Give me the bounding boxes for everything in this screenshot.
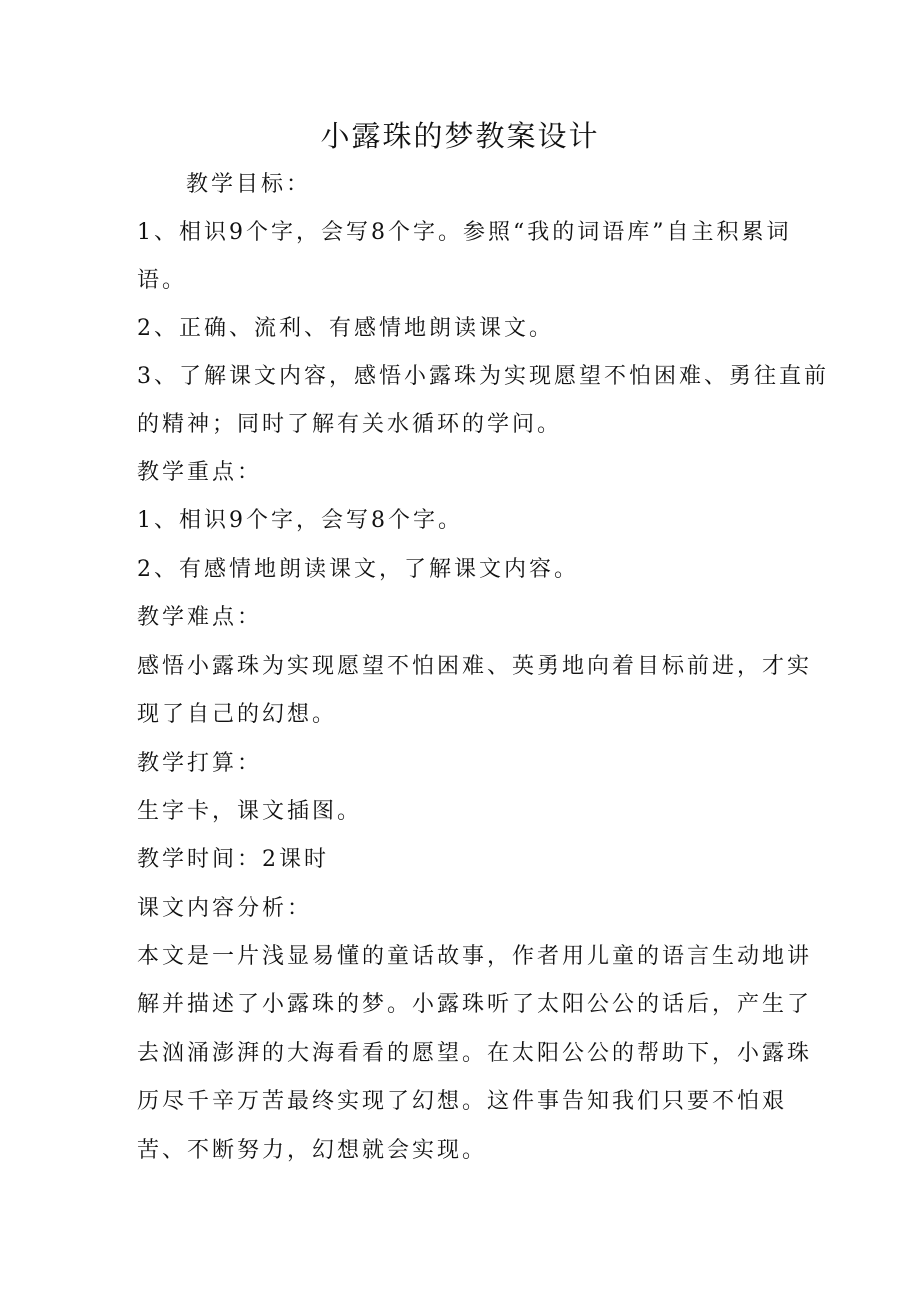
- analysis-line-1: 本文是一片浅显易懂的童话故事，作者用儿童的语言生动地讲: [137, 944, 813, 969]
- heading-key-points: 教学重点：: [137, 460, 263, 485]
- key-point-1: 1、相识9个字，会写8个字。: [137, 508, 463, 533]
- difficulty-line-2: 现了自己的幻想。: [137, 702, 338, 727]
- analysis-line-5: 苦、不断努力，幻想就会实现。: [137, 1138, 488, 1163]
- heading-objectives: 教学目标：: [186, 172, 312, 197]
- objective-3-line-2: 的精神；同时了解有关水循环的学问。: [137, 412, 563, 437]
- heading-content-analysis: 课文内容分析：: [137, 896, 313, 921]
- key-point-2: 2、有感情地朗读课文，了解课文内容。: [137, 557, 579, 582]
- preparation-text: 生字卡，课文插图。: [137, 799, 363, 824]
- objective-2: 2、正确、流利、有感情地朗读课文。: [137, 316, 554, 341]
- objective-1-line-2: 语。: [137, 268, 188, 293]
- heading-difficulties: 教学难点：: [137, 605, 263, 630]
- document-title: 小露珠的梦教案设计: [320, 119, 600, 153]
- heading-preparation: 教学打算：: [137, 751, 263, 776]
- analysis-line-2: 解并描述了小露珠的梦。小露珠听了太阳公公的话后，产生了: [137, 992, 813, 1017]
- difficulty-line-1: 感悟小露珠为实现愿望不怕困难、英勇地向着目标前进，才实: [137, 654, 813, 679]
- teaching-time: 教学时间：2课时: [137, 847, 329, 872]
- analysis-line-3: 去汹涌澎湃的大海看看的愿望。在太阳公公的帮助下，小露珠: [137, 1041, 813, 1066]
- objective-3-line-1: 3、了解课文内容，感悟小露珠为实现愿望不怕困难、勇往直前: [137, 364, 829, 389]
- analysis-line-4: 历尽千辛万苦最终实现了幻想。这件事告知我们只要不怕艰: [137, 1089, 788, 1114]
- objective-1-line-1: 1、相识9个字，会写8个字。参照“我的词语库”自主积累词: [137, 220, 792, 245]
